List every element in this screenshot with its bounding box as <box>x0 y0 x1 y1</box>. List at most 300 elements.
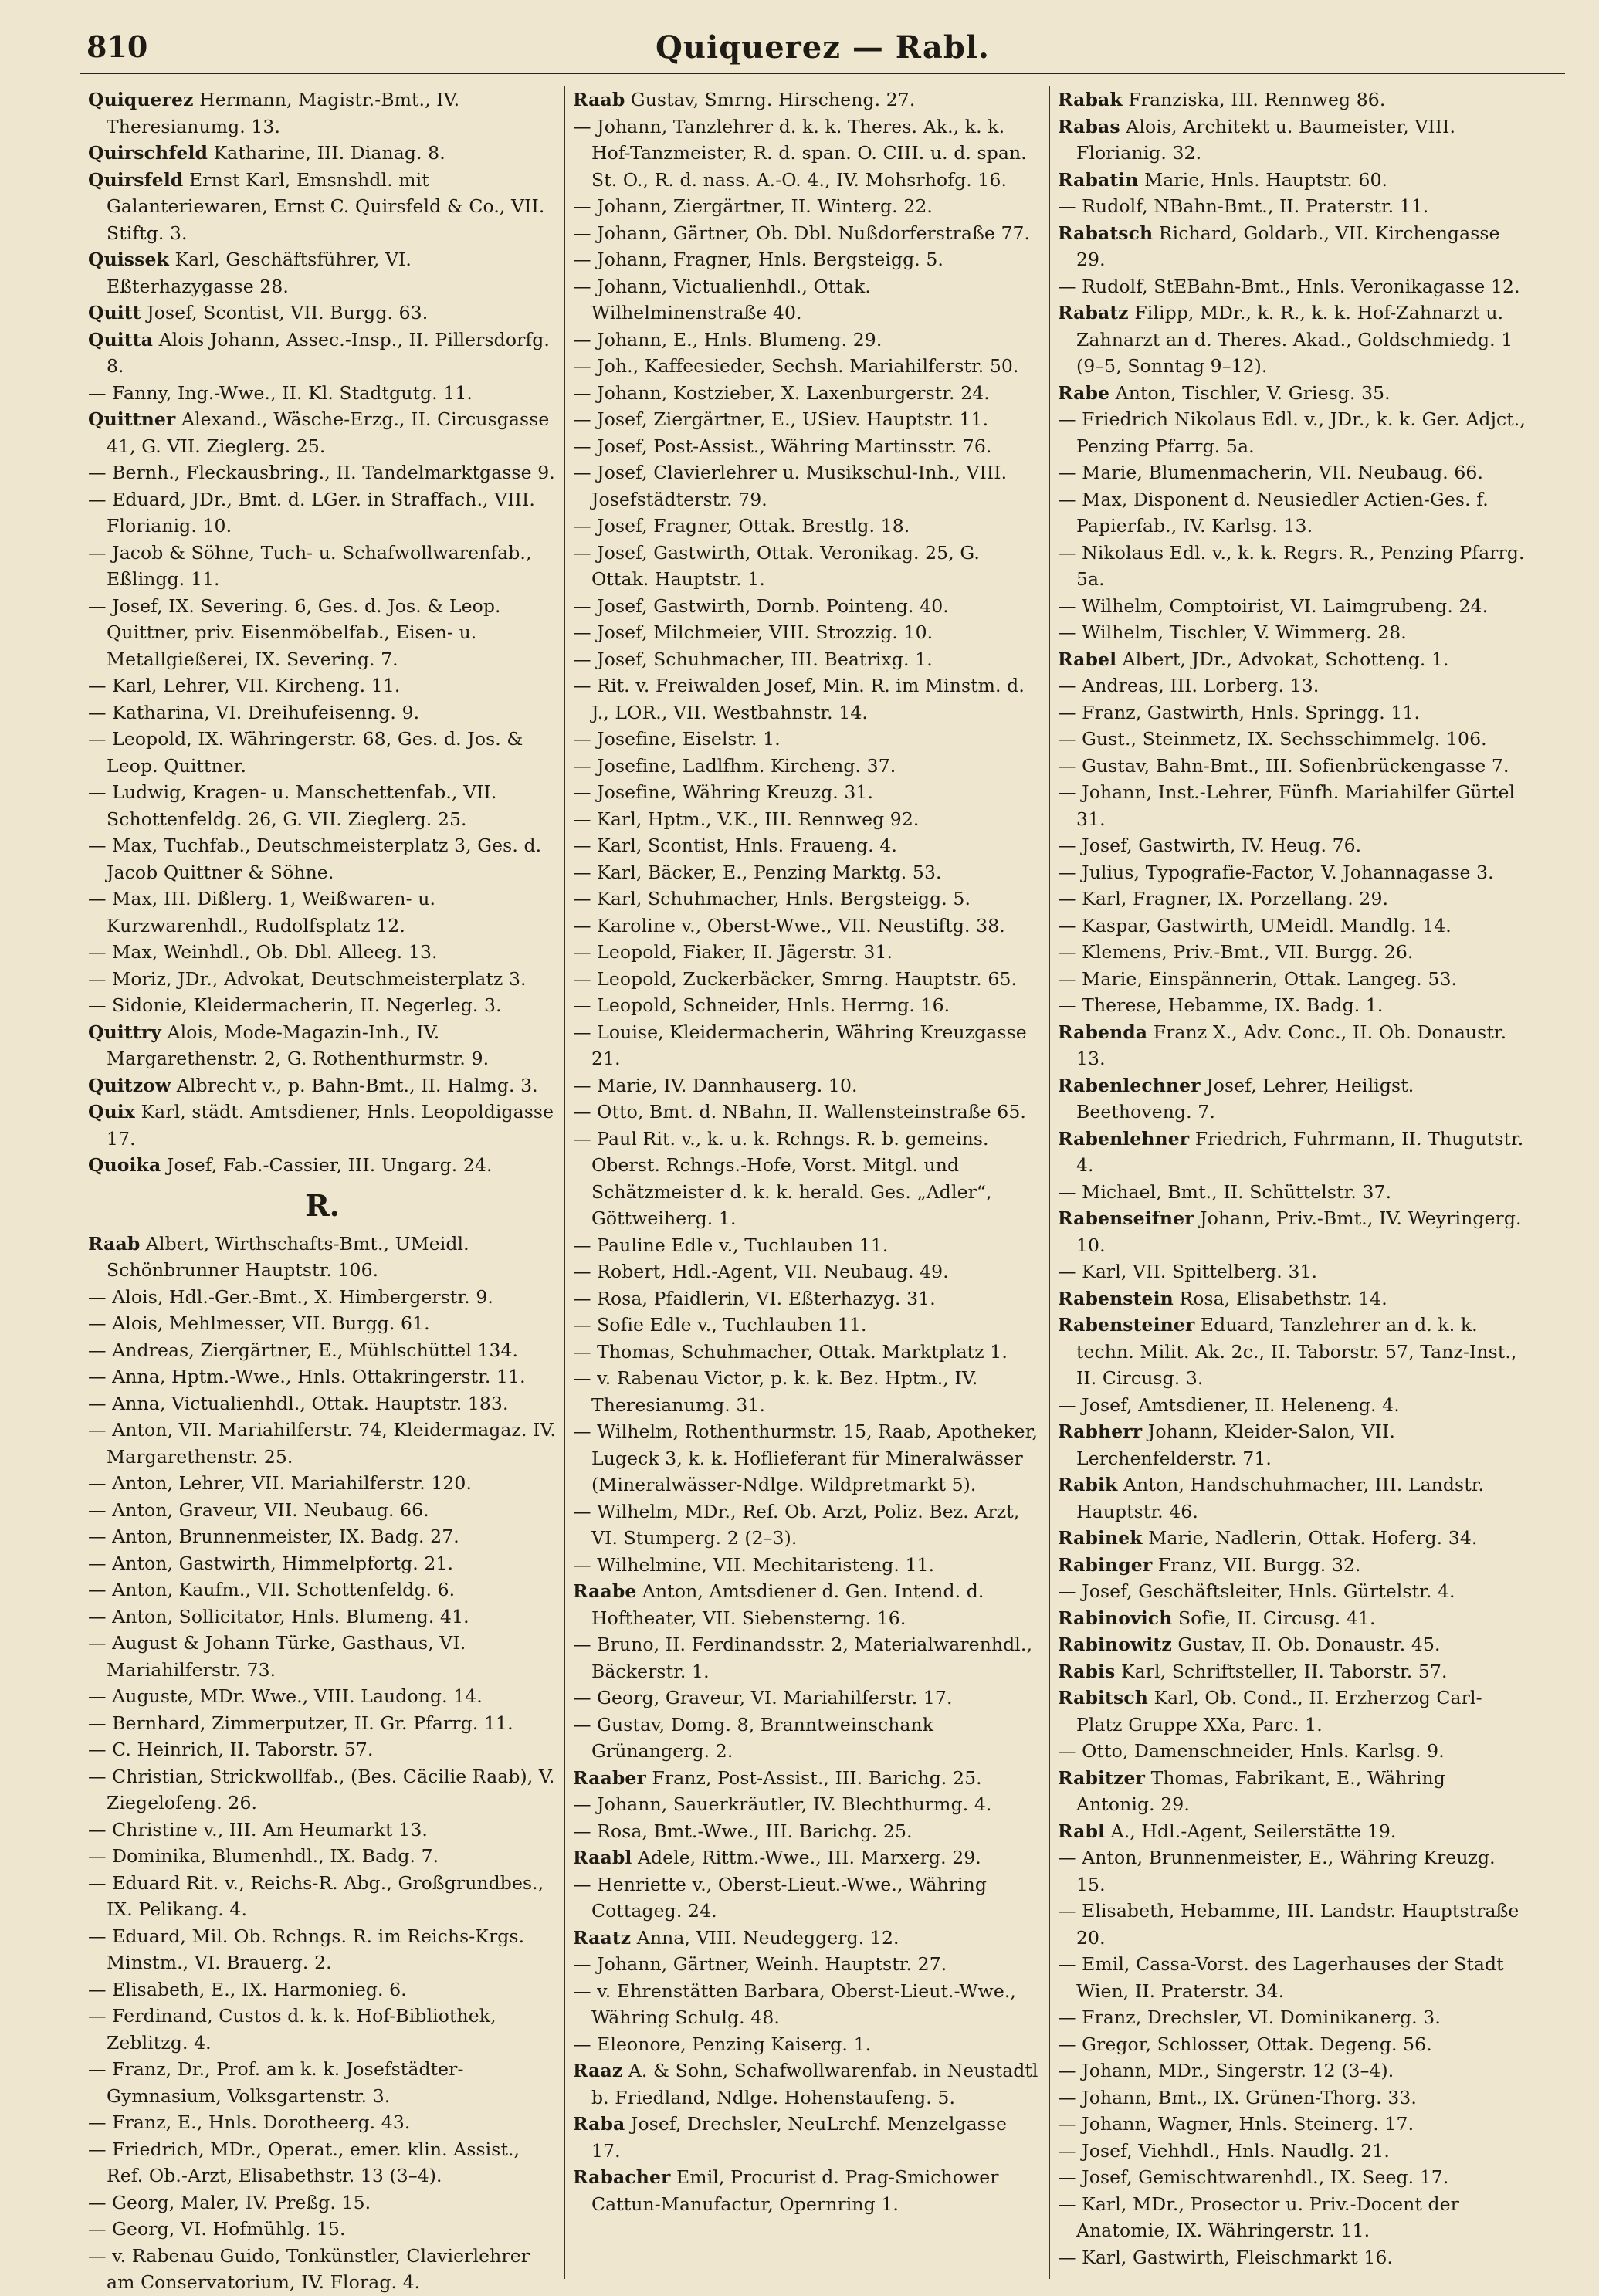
directory-entry <box>573 726 1042 753</box>
directory-entry <box>573 1232 1042 1259</box>
directory-entry <box>573 913 1042 940</box>
entry-text: — Emil, Cassa-Vorst. des Lagerhauses der Stadt Wien, II. Praterstr. 34. <box>1058 1953 1504 2002</box>
entry-text: Thomas, Fabrikant, E., Währing Antonig. 29. <box>1076 1766 1445 1815</box>
directory-entry <box>1058 1392 1527 1419</box>
directory-entry <box>573 273 1042 327</box>
directory-entry <box>1058 1418 1527 1471</box>
directory-entry <box>1058 753 1527 780</box>
entry-surname: Quitta <box>88 328 154 350</box>
directory-entry <box>88 1923 557 1976</box>
entry-text: — Rosa, Pfaidlerin, VI. Eßterhazyg. 31. <box>573 1287 936 1309</box>
entry-text: — Gust., Steinmetz, IX. Sechsschimmelg. 106. <box>1058 728 1487 750</box>
entry-text: — Karl, Hptm., V.K., III. Rennweg 92. <box>573 808 920 830</box>
entry-text: — Alois, Mehlmesser, VII. Burgg. 61. <box>88 1312 430 1334</box>
entry-text: — Wilhelm, MDr., Ref. Ob. Arzt, Poliz. Bez. Arzt, VI. Stumperg. 2 (2–3). <box>573 1500 1020 1549</box>
entry-text: — Johann, Inst.-Lehrer, Fünfh. Mariahilfer Gürtel 31. <box>1058 781 1516 830</box>
entry-surname: Rabenlechner <box>1058 1074 1201 1096</box>
entry-text: — Gustav, Domg. 8, Branntweinschank Grünangerg. 2. <box>573 1713 934 1762</box>
directory-entry <box>88 1710 557 1737</box>
directory-entry <box>88 779 557 832</box>
entry-text: — v. Rabenau Victor, p. k. k. Bez. Hptm., IV. Theresianumg. 31. <box>573 1367 978 1416</box>
entry-text: — Bernhard, Zimmerputzer, II. Gr. Pfarrg. 11. <box>88 1712 513 1734</box>
entry-text: — Johann, MDr., Singerstr. 12 (3–4). <box>1058 2060 1394 2081</box>
directory-entry <box>88 2189 557 2216</box>
entry-text: — Andreas, Ziergärtner, E., Mühlschüttel 134. <box>88 1339 519 1361</box>
entry-text: — Karl, MDr., Prosector u. Priv.-Docent der Anatomie, IX. Währingerstr. 11. <box>1058 2193 1459 2241</box>
entry-text: — Max, Weinhdl., Ob. Dbl. Alleeg. 13. <box>88 941 438 963</box>
entry-text: — Eduard, JDr., Bmt. d. LGer. in Straffach., VIII. Florianig. 10. <box>88 488 535 537</box>
directory-entry <box>573 1685 1042 1712</box>
directory-entry <box>573 593 1042 620</box>
entry-text: — Josefine, Eiselstr. 1. <box>573 728 781 750</box>
entry-text: — Otto, Bmt. d. NBahn, II. Wallensteinstraße 65. <box>573 1101 1026 1123</box>
directory-entry <box>88 1843 557 1870</box>
entry-text: Hermann, Magistr.-Bmt., IV. Theresianumg. 13. <box>107 89 460 137</box>
entry-surname: Quix <box>88 1101 135 1123</box>
directory-entry <box>88 1763 557 1817</box>
directory-entry <box>1058 913 1527 940</box>
entry-text: Sofie, II. Circusg. 41. <box>1172 1607 1376 1629</box>
directory-entry <box>88 1576 557 1603</box>
entry-text: — Robert, Hdl.-Agent, VII. Neubaug. 49. <box>573 1261 949 1282</box>
entry-surname: Rabensteiner <box>1058 1314 1195 1336</box>
directory-entry <box>573 406 1042 433</box>
entry-text: — Josef, Schuhmacher, III. Beatrixg. 1. <box>573 648 933 670</box>
directory-entry <box>88 1019 557 1072</box>
directory-entry <box>1058 2111 1527 2138</box>
entry-text: — Johann, Fragner, Hnls. Bergsteigg. 5. <box>573 249 943 270</box>
entry-text: — Elisabeth, E., IX. Harmonieg. 6. <box>88 1978 407 2000</box>
entry-text: — Katharina, VI. Dreihufeisenng. 9. <box>88 701 420 723</box>
directory-entry <box>1058 273 1527 300</box>
entry-text: — Johann, Ziergärtner, II. Winterg. 22. <box>573 195 933 217</box>
directory-entry <box>573 1925 1042 1952</box>
entry-text: Franziska, III. Rennweg 86. <box>1122 89 1386 110</box>
entry-text: Marie, Nadlerin, Ottak. Hoferg. 34. <box>1142 1527 1478 1549</box>
directory-entry <box>88 1363 557 1390</box>
entry-text: — Julius, Typografie-Factor, V. Johannagasse 3. <box>1058 861 1494 883</box>
entry-surname: Rabak <box>1058 89 1123 110</box>
directory-entry <box>88 1817 557 1844</box>
entry-text: — Anton, VII. Mariahilferstr. 74, Kleidermagaz. IV. Margarethenstr. 25. <box>88 1419 557 1468</box>
entry-surname: Rabl <box>1058 1820 1106 1842</box>
entry-text: — Eduard, Mil. Ob. Rchngs. R. im Reichs-Krgs. Minstm., VI. Brauerg. 2. <box>88 1925 525 1973</box>
entry-text: — Fanny, Ing.-Wwe., II. Kl. Stadtgutg. 11. <box>88 381 473 404</box>
directory-entry <box>573 886 1042 913</box>
directory-entry <box>573 86 1042 113</box>
entry-text: — Josef, Viehhdl., Hnls. Naudlg. 21. <box>1058 2139 1390 2162</box>
directory-entry <box>88 167 557 247</box>
entry-text: Rosa, Elisabethstr. 14. <box>1173 1287 1387 1309</box>
running-head: Quiquerez — Rabl. <box>656 29 990 66</box>
entry-text: — Dominika, Blumenhdl., IX. Badg. 7. <box>88 1845 439 1867</box>
directory-entry <box>1058 380 1527 407</box>
entry-text: — Karl, Gastwirth, Fleischmarkt 16. <box>1058 2246 1394 2268</box>
directory-entry <box>1058 459 1527 486</box>
directory-entry <box>573 220 1042 247</box>
directory-entry <box>88 540 557 593</box>
entry-surname: Rabik <box>1058 1474 1118 1495</box>
entry-text: — Josef, Geschäftsleiter, Hnls. Gürtelstr. 4. <box>1058 1580 1455 1602</box>
entry-surname: Rabenseifner <box>1058 1207 1194 1229</box>
entry-text: Ernst Karl, Emsnshdl. mit Galanteriewaren, Ernst C. Quirsfeld & Co., VII. Stiftg. 3. <box>107 168 545 244</box>
directory-entry <box>573 1258 1042 1285</box>
directory-entry <box>1058 1126 1527 1179</box>
directory-entry <box>1058 2138 1527 2165</box>
directory-entry <box>88 1099 557 1152</box>
entry-text: Anna, VIII. Neudeggerg. 12. <box>631 1926 899 1949</box>
directory-entry <box>1058 486 1527 540</box>
entry-text: Eduard, Tanzlehrer an d. k. k. techn. Milit. Ak. 2c., II. Taborstr. 57, Tanz-Inst., II. Circusg. 3. <box>1076 1314 1517 1389</box>
directory-entry <box>1058 540 1527 593</box>
directory-entry <box>1058 1072 1527 1126</box>
entry-text: — Max, Tuchfab., Deutschmeisterplatz 3, Ges. d. Jacob Quittner & Söhne. <box>88 835 542 883</box>
entry-surname: Quittry <box>88 1021 161 1043</box>
directory-entry <box>573 832 1042 859</box>
directory-entry <box>1058 886 1527 913</box>
directory-entry <box>88 459 557 486</box>
entry-surname: Rabitzer <box>1058 1766 1145 1789</box>
directory-entry <box>573 353 1042 380</box>
directory-entry <box>1058 1312 1527 1392</box>
entry-text: Filipp, MDr., k. R., k. k. Hof-Zahnarzt u. Zahnarzt an d. Theres. Akad., Goldschmiedg. 1 (9–5, Sonntag 9–12). <box>1076 302 1513 377</box>
entry-text: A., Hdl.-Agent, Seilerstätte 19. <box>1105 1820 1397 1842</box>
entry-text: — Josef, IX. Severing. 6, Ges. d. Jos. & Leop. Quittner, priv. Eisenmöbelfab., Eisen- u. Metallgießerei, IX. Severing. 7. <box>88 594 501 670</box>
entry-text: Josef, Drechsler, NeuLrchf. Menzelgasse 17. <box>591 2113 1008 2162</box>
entry-surname: Rabatin <box>1058 168 1139 191</box>
entry-surname: Rabinek <box>1058 1527 1143 1549</box>
directory-entry <box>573 327 1042 354</box>
entry-text: — Josef, Gemischtwarenhdl., IX. Seeg. 17. <box>1058 2166 1449 2188</box>
entry-text: — Karl, Bäcker, E., Penzing Marktg. 53. <box>573 861 942 883</box>
directory-entry <box>1058 1019 1527 1072</box>
entry-text: — Leopold, Schneider, Hnls. Herrng. 16. <box>573 994 950 1016</box>
entry-text: — Rosa, Bmt.-Wwe., III. Barichg. 25. <box>573 1820 913 1842</box>
directory-entry <box>1058 406 1527 459</box>
entry-text: — Johann, Tanzlehrer d. k. k. Theres. Ak., k. k. Hof-Tanzmeister, R. d. span. O. CIII. u. d. span. St. O., R. d. nass. A.-O. 4., IV. Mohsrhofg. 16. <box>573 115 1027 191</box>
entry-text: — Franz, Gastwirth, Hnls. Springg. 11. <box>1058 701 1421 723</box>
entry-text: — Anton, Lehrer, VII. Mariahilferstr. 120. <box>88 1472 473 1494</box>
entry-text: — Christine v., III. Am Heumarkt 13. <box>88 1818 428 1841</box>
entry-text: — v. Ehrenstätten Barbara, Oberst-Lieut.-Wwe., Währing Schulg. 48. <box>573 1979 1016 2028</box>
entry-text: Karl, Schriftsteller, II. Taborstr. 57. <box>1115 1660 1448 1682</box>
entry-text: Anton, Amtsdiener d. Gen. Intend. d. Hoftheater, VII. Siebensterng. 16. <box>591 1580 984 1629</box>
directory-entry <box>1058 832 1527 859</box>
entry-text: — Josef, Gastwirth, Dornb. Pointeng. 40. <box>573 594 949 617</box>
directory-entry <box>88 300 557 327</box>
directory-entry <box>1058 167 1527 194</box>
entry-text: — Anton, Kaufm., VII. Schottenfeldg. 6. <box>88 1579 456 1600</box>
directory-entry <box>1058 672 1527 699</box>
columns <box>80 86 1565 2293</box>
directory-entry <box>573 966 1042 993</box>
directory-entry <box>88 2056 557 2109</box>
entry-text: — Max, Disponent d. Neusiedler Actien-Ges. f. Papierfab., IV. Karlsg. 13. <box>1058 488 1489 537</box>
directory-entry <box>573 1978 1042 2031</box>
entry-text: Anton, Handschuhmacher, III. Landstr. Hauptstr. 46. <box>1076 1474 1485 1522</box>
entry-text: — Sofie Edle v., Tuchlauben 11. <box>573 1314 867 1336</box>
directory-entry <box>1058 1205 1527 1258</box>
entry-text: — Josef, Ziergärtner, E., USiev. Hauptstr. 11. <box>573 408 989 430</box>
entry-text: — Elisabeth, Hebamme, III. Landstr. Hauptstraße 20. <box>1058 1900 1519 1949</box>
directory-entry <box>573 2111 1042 2164</box>
entry-text: — Wilhelmine, VII. Mechitaristeng. 11. <box>573 1553 935 1576</box>
entry-text: — Josef, Fragner, Ottak. Brestlg. 18. <box>573 515 910 537</box>
directory-entry <box>573 753 1042 780</box>
entry-text: — Friedrich, MDr., Operat., emer. klin. Assist., Ref. Ob.-Arzt, Elisabethstr. 13 (3–4). <box>88 2138 520 2186</box>
directory-entry <box>1058 1179 1527 1206</box>
entry-surname: Raabl <box>573 1847 632 1868</box>
directory-entry <box>1058 2244 1527 2271</box>
entry-text: — Friedrich Nikolaus Edl. v., JDr., k. k. Ger. Adjct., Penzing Pfarrg. 5a. <box>1058 408 1526 457</box>
entry-text: Franz X., Adv. Conc., II. Ob. Donaustr. 13. <box>1076 1021 1507 1069</box>
entry-surname: Rabis <box>1058 1660 1116 1682</box>
directory-entry <box>573 1765 1042 1792</box>
directory-entry <box>88 1231 557 1284</box>
entry-text: — Rit. v. Freiwalden Josef, Min. R. im Minstm. d. J., LOR., VII. Westbahnstr. 14. <box>573 675 1025 723</box>
entry-text: Gustav, II. Ob. Donaustr. 45. <box>1171 1634 1441 1655</box>
directory-entry <box>1058 726 1527 753</box>
directory-entry <box>573 1285 1042 1312</box>
entry-text: — Johann, Bmt., IX. Grünen-Thorg. 33. <box>1058 2086 1417 2108</box>
entry-text: — Bernh., Fleckausbring., II. Tandelmarktgasse 9. <box>88 462 555 483</box>
entry-text: — Henriette v., Oberst-Lieut.-Wwe., Währing Cottageg. 24. <box>573 1873 988 1922</box>
directory-entry <box>88 1683 557 1710</box>
entry-surname: Raba <box>573 2113 625 2135</box>
entry-text: — Kaspar, Gastwirth, UMeidl. Mandlg. 14. <box>1058 914 1452 936</box>
directory-entry <box>1058 1605 1527 1632</box>
directory-entry <box>88 593 557 673</box>
directory-entry <box>1058 1738 1527 1765</box>
entry-text: — v. Rabenau Guido, Tonkünstler, Clavierlehrer am Conservatorium, IV. Florag. 4. <box>88 2244 530 2293</box>
entry-text: — Eleonore, Penzing Kaiserg. 1. <box>573 2033 872 2055</box>
directory-entry <box>1058 2084 1527 2111</box>
entry-text: — Ludwig, Kragen- u. Manschettenfab., VII. Schottenfeldg. 26, G. VII. Zieglerg. 25. <box>88 781 497 830</box>
directory-entry <box>1058 646 1527 673</box>
directory-entry <box>1058 1578 1527 1605</box>
entry-surname: Quitzow <box>88 1074 171 1096</box>
directory-entry <box>1058 1685 1527 1738</box>
entry-text: Alexand., Wäsche-Erzg., II. Circusgasse 41, G. VII. Zieglerg. 25. <box>107 408 550 457</box>
entry-text: Anton, Tischler, V. Griesg. 35. <box>1109 381 1391 404</box>
directory-entry <box>573 992 1042 1019</box>
entry-text: — Louise, Kleidermacherin, Währing Kreuzgasse 21. <box>573 1021 1027 1069</box>
entry-text: — Therese, Hebamme, IX. Badg. 1. <box>1058 994 1384 1016</box>
entry-text: — Johann, Kostzieber, X. Laxenburgerstr. 24. <box>573 381 990 404</box>
entry-text: Emil, Procurist d. Prag-Smichower Cattun-Manufactur, Opernring 1. <box>591 2166 999 2215</box>
directory-entry <box>88 992 557 1019</box>
directory-entry <box>88 2136 557 2189</box>
directory-entry <box>88 832 557 886</box>
directory-entry <box>1058 859 1527 886</box>
entry-text: — Pauline Edle v., Tuchlauben 11. <box>573 1234 889 1256</box>
directory-entry <box>573 1791 1042 1818</box>
directory-entry <box>88 1072 557 1099</box>
entry-text: — Alois, Hdl.-Ger.-Bmt., X. Himbergerstr. 9. <box>88 1285 493 1308</box>
entry-text: — Gustav, Bahn-Bmt., III. Sofienbrückengasse 7. <box>1058 754 1509 777</box>
entry-text: — Karl, Scontist, Hnls. Fraueng. 4. <box>573 835 897 856</box>
entry-text: — Josefine, Währing Kreuzg. 31. <box>573 781 874 803</box>
entry-surname: Rabatz <box>1058 302 1129 323</box>
column-2 <box>565 86 1050 2279</box>
entry-text: — Johann, Victualienhdl., Ottak. Wilhelminenstraße 40. <box>573 275 871 323</box>
directory-entry <box>88 2003 557 2056</box>
entry-text: Albert, JDr., Advokat, Schotteng. 1. <box>1116 648 1449 670</box>
directory-entry <box>573 1951 1042 1978</box>
entry-text: — August & Johann Türke, Gasthaus, VI. Mariahilferstr. 73. <box>88 1632 466 1681</box>
entry-text: — Ferdinand, Custos d. k. k. Hof-Bibliothek, Zeblitzg. 4. <box>88 2005 496 2054</box>
entry-surname: Rabas <box>1058 115 1120 137</box>
entry-text: — Rudolf, NBahn-Bmt., II. Praterstr. 11. <box>1058 195 1429 217</box>
directory-entry <box>1058 86 1527 113</box>
entry-text: Johann, Priv.-Bmt., IV. Weyringerg. 10. <box>1076 1207 1522 1256</box>
directory-entry <box>573 1365 1042 1418</box>
directory-entry <box>573 113 1042 194</box>
entry-surname: Rabenda <box>1058 1021 1148 1043</box>
directory-entry <box>88 699 557 726</box>
entry-text: Marie, Hnls. Hauptstr. 60. <box>1138 168 1388 191</box>
directory-entry <box>573 1818 1042 1845</box>
entry-text: Karl, städt. Amtsdiener, Hnls. Leopoldigasse 17. <box>107 1101 554 1150</box>
entry-text: — Johann, Gärtner, Ob. Dbl. Nußdorferstraße 77. <box>573 222 1031 244</box>
directory-entry <box>573 193 1042 220</box>
directory-entry <box>1058 1631 1527 1658</box>
entry-text: — C. Heinrich, II. Taborstr. 57. <box>88 1739 374 1760</box>
directory-entry <box>88 966 557 993</box>
entry-text: — Karl, VII. Spittelberg. 31. <box>1058 1261 1318 1282</box>
entry-text: — Leopold, Fiaker, II. Jägerstr. 31. <box>573 941 893 963</box>
directory-entry <box>1058 1285 1527 1312</box>
entry-text: — Leopold, IX. Währingerstr. 68, Ges. d. Jos. & Leop. Quittner. <box>88 728 523 777</box>
directory-entry <box>1058 1471 1527 1525</box>
directory-entry <box>88 2216 557 2243</box>
directory-entry <box>88 86 557 140</box>
directory-entry <box>573 540 1042 593</box>
directory-entry <box>88 672 557 699</box>
directory-entry <box>573 806 1042 833</box>
entry-text: A. & Sohn, Schafwollwarenfab. in Neustadtl b. Friedland, Ndlge. Hohenstaufeng. 5. <box>591 2060 1038 2108</box>
section-letter: R. <box>305 1187 340 1223</box>
entry-text: — Wilhelm, Tischler, V. Wimmerg. 28. <box>1058 621 1407 643</box>
directory-entry <box>1058 593 1527 620</box>
entry-text: Richard, Goldarb., VII. Kirchengasse 29. <box>1076 222 1500 270</box>
directory-entry <box>1058 113 1527 167</box>
entry-surname: Rabatsch <box>1058 222 1154 244</box>
entry-text: Karl, Geschäftsführer, VI. Eßterhazygasse 28. <box>107 249 412 297</box>
entry-text: — Joh., Kaffeesieder, Sechsh. Mariahilferstr. 50. <box>573 355 1019 377</box>
directory-entry <box>573 1099 1042 1126</box>
directory-entry <box>573 1844 1042 1871</box>
entry-text: — Gregor, Schlosser, Ottak. Degeng. 56. <box>1058 2033 1432 2055</box>
directory-entry <box>1058 2004 1527 2031</box>
entry-surname: Rabenstein <box>1058 1287 1174 1309</box>
entry-text: — Georg, Maler, IV. Preßg. 15. <box>88 2191 371 2213</box>
entry-surname: Quirsfeld <box>88 168 184 191</box>
directory-entry <box>1058 300 1527 380</box>
entry-surname: Raaz <box>573 2060 623 2081</box>
directory-entry <box>1058 699 1527 726</box>
directory-entry <box>88 1976 557 2003</box>
directory-entry <box>573 459 1042 513</box>
directory-entry <box>88 2109 557 2136</box>
directory-entry <box>573 1578 1042 1631</box>
entry-text: — Franz, Dr., Prof. am k. k. Josefstädter-Gymnasium, Volksgartenstr. 3. <box>88 2058 464 2107</box>
directory-entry <box>573 1552 1042 1579</box>
entry-text: — Wilhelm, Rothenthurmstr. 15, Raab, Apotheker, Lugeck 3, k. k. Hoflieferant für Mineralwässer (Mineralwässer-Ndlge. Wildpretmarkt 5). <box>573 1421 1038 1495</box>
entry-text: — Marie, Einspännerin, Ottak. Langeg. 53. <box>1058 967 1458 990</box>
directory-entry <box>1058 1765 1527 1818</box>
directory-entry <box>88 380 557 407</box>
entry-surname: Raab <box>573 89 625 110</box>
entry-text: Alois Johann, Assec.-Insp., II. Pillersdorfg. 8. <box>107 328 550 377</box>
entry-text: Albert, Wirthschafts-Bmt., UMeidl. Schönbrunner Hauptstr. 106. <box>107 1232 469 1281</box>
entry-surname: Raab <box>88 1232 141 1255</box>
entry-text: — Otto, Damenschneider, Hnls. Karlsg. 9. <box>1058 1740 1445 1762</box>
entry-text: — Moriz, JDr., Advokat, Deutschmeisterplatz 3. <box>88 967 527 990</box>
entry-surname: Quoika <box>88 1154 161 1176</box>
directory-entry <box>1058 779 1527 832</box>
directory-entry <box>88 886 557 939</box>
directory-entry <box>1058 966 1527 993</box>
entry-text: — Anton, Brunnenmeister, IX. Badg. 27. <box>88 1526 459 1547</box>
directory-entry <box>1058 1818 1527 1845</box>
directory-entry <box>573 433 1042 460</box>
entry-text: — Karl, Fragner, IX. Porzellang. 29. <box>1058 888 1389 909</box>
directory-entry <box>88 486 557 540</box>
entry-text: — Paul Rit. v., k. u. k. Rchngs. R. b. gemeins. Oberst. Rchngs.-Hofe, Vorst. Mitgl. und Schätzmeister d. k. k. herald. Ges. „Adler“, Göttweiherg. 1. <box>573 1127 992 1229</box>
entry-text: Friedrich, Fuhrmann, II. Thugutstr. 4. <box>1076 1127 1524 1176</box>
page-header <box>80 29 1565 74</box>
directory-entry <box>573 779 1042 806</box>
directory-entry <box>88 2243 557 2296</box>
directory-entry <box>1058 1658 1527 1685</box>
directory-entry <box>88 1523 557 1550</box>
column-1 <box>80 86 565 2293</box>
directory-entry <box>88 939 557 966</box>
directory-entry <box>88 1470 557 1497</box>
directory-entry <box>1058 1552 1527 1579</box>
entry-text: — Josef, Gastwirth, IV. Heug. 76. <box>1058 835 1362 856</box>
entry-text: — Josef, Post-Assist., Währing Martinsstr. 76. <box>573 435 992 457</box>
entry-text: Franz, Post-Assist., III. Barichg. 25. <box>645 1766 982 1789</box>
directory-entry <box>88 1736 557 1763</box>
entry-surname: Rabinger <box>1058 1553 1153 1576</box>
entry-text: — Karl, Lehrer, VII. Kircheng. 11. <box>88 675 401 696</box>
entry-text: Josef, Fab.-Cassier, III. Ungarg. 24. <box>161 1154 493 1176</box>
entry-text: — Michael, Bmt., II. Schüttelstr. 37. <box>1058 1180 1392 1203</box>
entry-surname: Quirschfeld <box>88 142 208 164</box>
entry-text: — Anna, Hptm.-Wwe., Hnls. Ottakringerstr. 11. <box>88 1366 526 1387</box>
entry-text: Franz, VII. Burgg. 32. <box>1152 1553 1361 1576</box>
directory-entry <box>573 1312 1042 1339</box>
directory-entry <box>573 1498 1042 1552</box>
directory-entry <box>88 1390 557 1417</box>
directory-entry <box>573 646 1042 673</box>
directory-entry <box>88 1603 557 1631</box>
directory-entry <box>1058 193 1527 220</box>
entry-text: Karl, Ob. Cond., II. Erzherzog Carl-Platz Gruppe XXa, Parc. 1. <box>1076 1687 1482 1736</box>
entry-text: — Josefine, Ladlfhm. Kircheng. 37. <box>573 754 896 777</box>
entry-text: — Klemens, Priv.-Bmt., VII. Burgg. 26. <box>1058 941 1414 963</box>
entry-text: — Georg, VI. Hofmühlg. 15. <box>88 2218 346 2240</box>
entry-surname: Quitt <box>88 302 141 323</box>
entry-text: — Max, III. Dißlerg. 1, Weißwaren- u. Kurzwarenhdl., Rudolfsplatz 12. <box>88 888 436 936</box>
entry-surname: Quiquerez <box>88 89 194 110</box>
entry-text: — Johann, Sauerkräutler, IV. Blechthurmg. 4. <box>573 1793 992 1815</box>
entry-text: — Andreas, III. Lorberg. 13. <box>1058 675 1320 696</box>
directory-entry <box>1058 2057 1527 2084</box>
directory-entry <box>88 1310 557 1337</box>
